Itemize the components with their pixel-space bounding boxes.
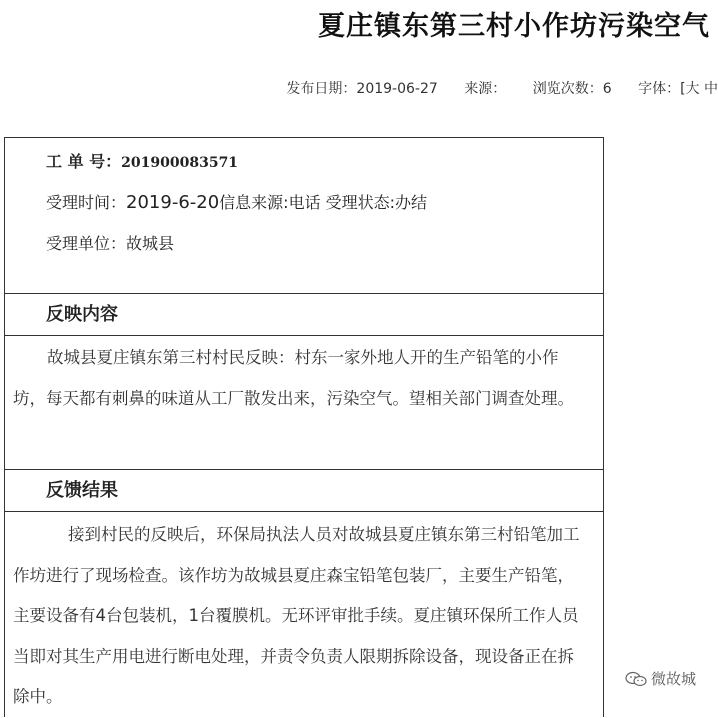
ticket-number-row: [46, 149, 238, 172]
source-status: 信息来源:电话 受理状态:办结: [219, 193, 428, 212]
watermark-text: 微故城: [650, 670, 696, 688]
result-content: [5, 512, 603, 718]
ticket-table: [4, 137, 604, 717]
font-size-switcher[interactable]: 字体：[大 中: [638, 81, 718, 97]
ticket-time-row: [46, 190, 427, 213]
feedback-text: 故城县夏庄镇东第三村村民反映：村东一家外地人开的生产铅笔的小作坊，每天都有刺鼻的味道从工厂散发出来，污染空气。望相关部门调查处理。: [13, 348, 574, 408]
result-text: 接到村民的反映后，环保局执法人员对故城县夏庄镇东第三村铅笔加工作坊进行了现场检查。该作坊为故城县夏庄森宝铅笔包装厂，主要生产铅笔，主要设备有4台包装机，1台覆膜机。无环评审批手续。夏庄镇环保所工作人员当即对其生产用电进行断电处理，并责令负责人限期拆除设备，现设备正在拆除中。: [13, 525, 580, 706]
source: 来源：: [464, 81, 507, 97]
ticket-unit-row: [46, 231, 174, 254]
time-label: 受理时间：: [46, 193, 127, 212]
article-title: 夏庄镇东第三村小作坊污染空气: [318, 11, 710, 42]
feedback-heading: 反映内容: [5, 294, 603, 336]
unit-label: 受理单位：: [46, 234, 127, 253]
ticket-info: [5, 138, 603, 294]
ticket-number-label: 工 单 号：: [46, 152, 122, 171]
wechat-icon: [625, 671, 647, 687]
ticket-number: 201900083571: [121, 155, 239, 171]
accept-unit: 故城县: [126, 234, 175, 253]
feedback-content: [5, 336, 603, 470]
watermark: [625, 668, 696, 689]
accept-date: 2019-6-20: [126, 192, 220, 213]
publish-date: 发布日期：2019-06-27: [286, 81, 438, 97]
article-meta: [264, 78, 718, 98]
result-heading: 反馈结果: [5, 470, 603, 512]
view-count: 浏览次数：6: [532, 81, 612, 97]
